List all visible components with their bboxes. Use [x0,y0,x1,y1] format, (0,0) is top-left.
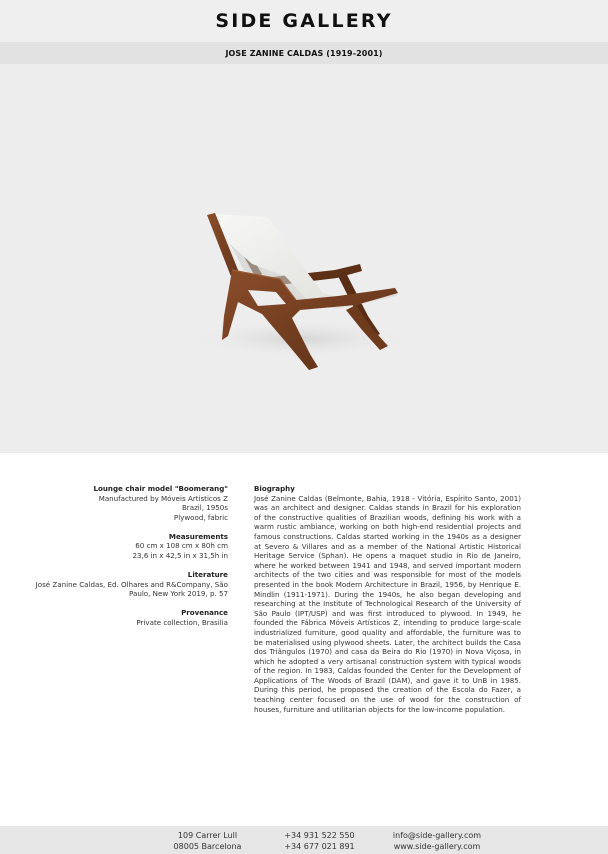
provenance-line: Private collection, Brasilia [136,618,228,628]
artwork-details [20,484,228,628]
footer-web [382,831,492,852]
product-photo [0,64,608,453]
biography-heading: Biography [254,484,295,493]
address-line: 08005 Barcelona [173,841,242,851]
measurements-heading: Measurements [168,531,228,541]
provenance-heading: Provenance [181,608,228,618]
email-link[interactable]: info@side-gallery.com [392,831,482,840]
measurements-line: 60 cm x 108 cm x 80h cm [135,541,228,551]
object-line: Manufactured by Móveis Artisticos Z [98,493,228,503]
biography-text: José Zanine Caldas (Belmonte, Bahia, 1918 - Vitória, Espírito Santo, 2001) was an architect and designer. Caldas stands in Brazil for his exploration of the constructive qualities of Brazilian woods, defining his work with a warm rustic ambiance, working on both high-end residential projects and famous constructions. Caldas started working in the 1940s as a designer at Severo & Villares and as a member of the National Artistic Historical Heritage Service (Sphan). He opens a maquet studio in Rio de Janeiro, where he worked between 1941 and 1948, and served important modern architects of the two cities and was responsible for most of the models presented in the book Modern Architecture in Brazil, 1956, by Henrique E. Mindlin (1911-1971). During the 1940s, he also began developing and researching at the Institute of Technological Research of the University of São Paulo (IPT/USP) and was first introduced to plywood. In 1949, he founded the Fábrica Móveis Artísticos Z, intending to produce large-scale industrialized furniture, good quality and affordable, the furniture was to be materialised using plywood sheets. Later, the architect builds the Casa dos Triângulos (1970) and casa da Beira do Rio (1970) in Nova Viçosa, in which he adopted a very artisanal construction system with typical woods of the region. In 1983, Caldas founded the Center for the Development of Applications of The Woods of Brazil (DAM), and gave it to UnB in 1985. During this period, he proposed the creation of the Escola do Fazer, a teaching center focused on the use of wood for the construction of houses, furniture and utilitarian objects for the low-income population. [254,493,521,714]
artist-bar [0,42,608,64]
website-link[interactable]: www.side-gallery.com [393,841,481,851]
phone-number[interactable]: +34 677 021 891 [284,841,355,851]
footer-phones [272,831,367,852]
lounge-chair-image [0,64,608,453]
object-line: Brazil, 1950s [181,503,228,513]
literature-line: Paulo, New York 2019, p. 57 [129,589,228,599]
literature-heading: Literature [187,570,228,580]
footer [0,826,608,854]
object-line: Plywood, fabric [173,512,228,522]
literature-line: José Zanine Caldas, Ed. Olhares and R&Company, São [35,579,228,589]
biography-section [254,484,521,714]
gallery-logo: SIDE GALLERY [215,10,393,32]
artist-title: JOSE ZANINE CALDAS (1919-2001) [225,48,383,58]
footer-address [160,831,255,852]
object-title: Lounge chair model "Boomerang" [93,484,228,493]
address-line: 109 Carrer Lull [177,831,238,840]
header-bar [0,0,608,42]
measurements-line: 23,6 in x 42,5 in x 31,5h in [132,551,228,561]
phone-number[interactable]: +34 931 522 550 [284,831,355,840]
